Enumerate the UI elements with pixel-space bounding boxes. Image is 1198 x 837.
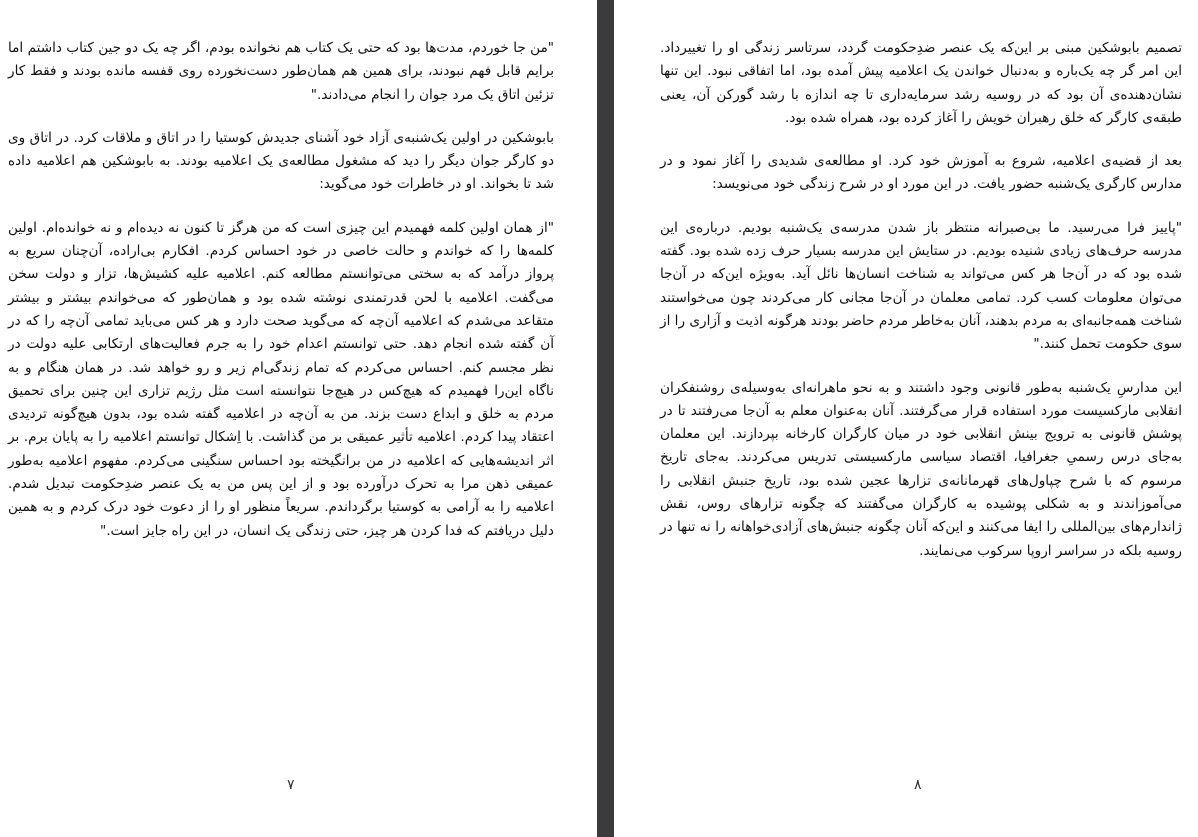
left-page-text — [8, 37, 554, 563]
quote-paragraph: "از همان اولین کلمه فهمیدم این چیزی است که من هرگز تا کنون نه دیده‌ام و نه خوانده‌ام. اولین کلمه‌ها را که خواندم و حالت خاصی در خود احساس کردم. افکارم بی‌اراده، آن‌چنان سریع به پرواز درآمد که به سختی می‌توانستم مطالعه کنم. اعلامیه علیه کشیش‌ها، تزار و دولت سخن می‌گفت. اعلامیه با لحن قدرتمندی نوشته شده بود و همان‌طور که می‌خواندم بیشتر و بیشتر متقاعد می‌شدم که اعلامیه آن‌چه که می‌گوید صحت دارد و هر کس می‌باید تمامی آن‌چه را که در آن گفته شده انجام دهد. حتی توانستم اعدام خود را به جرم فعالیت‌های ارتکابی علیه دولت در نظر مجسم کنم. احساس می‌کردم که تمام زندگی‌ام زیر و رو خواهد شد. در همان هنگام و به ناگاه این‌را فهمیدم که هیچ‌کس در هیچ‌جا نتوانسته است مثل رژیم تزاری این چنین برای تحمیق مردم به خلق و ابداع دست بزند. من به آن‌چه در اعلامیه گفته شده بود، بدون هیچ‌گونه تردیدی اعتقاد پیدا کردم. اعلامیه تأثیر عمیقی بر من گذاشت. با اِشکال توانستم اعلامیه را به پایان برم. بر اثر اندیشه‌هایی که اعلامیه در من برانگیخته بود احساس سنگینی می‌کردم. مفهوم اعلامیه به‌طور عمیقی ذهن مرا به تحرک درآورده بود و از این پس من به یک عنصر ضدِحکومت تبدیل شدم. اعلامیه را به آرامی به کوستیا برگرداندم. سریعاً منظور او را از دعوت خود درک کردم و به همین دلیل دریافتم که فدا کردن هر چیز، حتی زندگی یک انسان، در این راه جایز است." — [8, 219, 554, 539]
page-number: ۷ — [287, 777, 295, 793]
body-paragraph: بعد از قضیه‌ی اعلامیه، شروع به آموزش خود کرد. او مطالعه‌ی شدیدی را آغاز نمود و در مدارس کارگری یک‌شنبه حضور یافت. در این مورد او در شرح زندگی خود می‌نویسد: — [660, 153, 1182, 193]
body-paragraph: این مدارسِ یک‌شنبه به‌طور قانونی وجود داشتند و به نحو ماهرانه‌ای به‌وسیله‌ی روشنفکران انقلابی مارکسیست مورد استفاده قرار می‌گرفتند. آنان به‌عنوان معلم به آن‌جا می‌رفتند تا در پوشش قانونی به ترویج بینش انقلابی خود در میان کارگران کارخانه بپردازند. این معلمان به‌جای درس رسمیِ جغرافیا، اقتصاد سیاسی مارکسیستی تدریس می‌کردند. به‌جای تاریخ مرسوم که با شرح چپاول‌های قهرمانانه‌ی تزارها عجین شده بود، تاریخ جنبش انقلابی را می‌آموزاندند و به شکلی پوشیده به کارگران می‌گفتند که چگونه تزارهای روس، نقش ژاندارم‌های بین‌المللی را ایفا می‌کنند و این‌که آنان چگونه جنبش‌های آزادی‌خواهانه را نه تنها در روسیه بلکه در سراسر اروپا سرکوب می‌نمایند. — [660, 379, 1182, 559]
quote-paragraph: "پاییز فرا می‌رسید. ما بی‌صبرانه منتظر باز شدن مدرسه‌ی یک‌شنبه بودیم. درباره‌ی این مدرسه حرف‌های زیادی شنیده بودیم. در ستایش این مدرسه بسیار حرف زده شده بود. گفته شده بود که در آن‌جا هر کس می‌تواند به شناخت انسان‌ها نائل آید. به‌ویژه این‌که در آن‌جا می‌توان معلومات کسب کرد. تمامی معلمان در آن‌جا مجانی کار می‌کردند چون می‌خواستند شناخت همه‌جانبه‌ای به مردم بدهند، آنان به‌خاطر مردم حاضر بودند هرگونه اذیت و آزاری را از سوی حکومت تحمل کنند." — [660, 219, 1182, 353]
body-paragraph: تصمیم بابوشکین مبنی بر این‌که یک عنصر ضدِحکومت گردد، سرتاسر زندگی او را تغییرداد. این امر گر چه یک‌باره و به‌دنبال خواندن یک اعلامیه پیش آمده بود، اما اتفاقی نبود. این تنها نشان‌دهنده‌ی آن بود که در روسیه رشد سرمایه‌داری تا چه اندازه با رشد گورکن آن، یعنی طبقه‌ی کارگر که خلق رهبران خویش را آغاز کرده بود، همراه شده بود. — [660, 40, 1182, 126]
page-spine-divider — [597, 0, 614, 837]
left-page — [0, 0, 597, 837]
right-page-text — [660, 37, 1182, 583]
right-page — [614, 0, 1198, 837]
page-number: ۸ — [914, 777, 922, 793]
quote-paragraph: "من جا خوردم، مدت‌ها بود که حتی یک کتاب هم نخوانده بودم، اگر چه یک دو جین کتاب داشتم اما برایم قابل فهم نبودند، برای همین هم همان‌طور دست‌نخورده روی قفسه مانده بودند و فقط کار تزئین اتاق یک مرد جوان را انجام می‌دادند." — [8, 40, 554, 103]
body-paragraph: بابوشکین در اولین یک‌شنبه‌ی آزاد خود آشنای جدیدش کوستیا را در اتاق و ملاقات کرد. در اتاق وی دو کارگر جوان دیگر را دید که مشغول مطالعه‌ی یک اعلامیه بودند. به بابوشکین هم اعلامیه داده شد تا بخواند. او در خاطرات خود می‌گوید: — [8, 129, 554, 193]
